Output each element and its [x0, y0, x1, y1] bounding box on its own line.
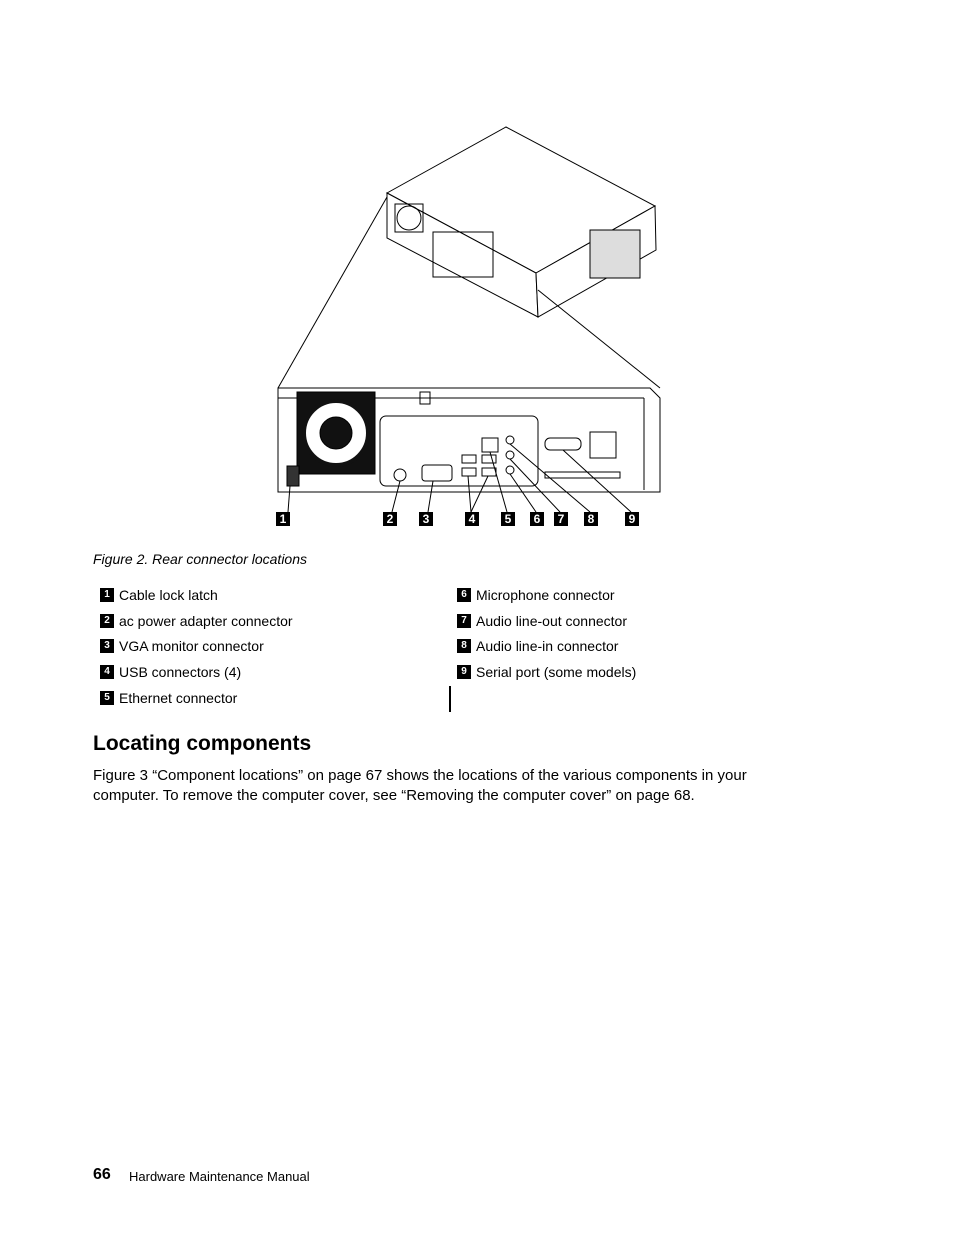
legend-number: 7 — [457, 614, 471, 628]
legend-item — [100, 637, 264, 655]
legend-label: Cable lock latch — [119, 587, 218, 603]
legend-label: Audio line-in connector — [476, 638, 619, 654]
figure-caption: Figure 2. Rear connector locations — [93, 551, 307, 567]
legend-label: Ethernet connector — [119, 690, 238, 706]
callout-7: 7 — [554, 512, 568, 526]
legend-item — [457, 586, 615, 604]
callout-3: 3 — [419, 512, 433, 526]
legend-number: 6 — [457, 588, 471, 602]
callout-8: 8 — [584, 512, 598, 526]
legend-item — [100, 689, 237, 707]
callout-4: 4 — [465, 512, 479, 526]
page-number: 66 — [93, 1166, 111, 1183]
legend-label: ac power adapter connector — [119, 613, 293, 629]
legend-label: Audio line-out connector — [476, 613, 627, 629]
legend-label: USB connectors (4) — [119, 664, 242, 680]
rear-connector-figure — [270, 120, 670, 540]
callout-5: 5 — [501, 512, 515, 526]
legend-number: 4 — [100, 665, 114, 679]
legend-item — [100, 586, 218, 604]
callout-1: 1 — [276, 512, 290, 526]
legend-number: 8 — [457, 639, 471, 653]
callout-9: 9 — [625, 512, 639, 526]
section-heading: Locating components — [93, 732, 312, 755]
legend-label: Serial port (some models) — [476, 664, 637, 680]
legend-number: 5 — [100, 691, 114, 705]
computer-rear-illustration — [270, 120, 670, 540]
legend-number: 1 — [100, 588, 114, 602]
callout-6: 6 — [530, 512, 544, 526]
legend-item — [457, 663, 636, 681]
change-bar — [449, 686, 451, 712]
legend-item — [457, 612, 627, 630]
legend-item — [100, 663, 241, 681]
callout-2: 2 — [383, 512, 397, 526]
legend-number: 3 — [100, 639, 114, 653]
legend-number: 9 — [457, 665, 471, 679]
legend-item — [457, 637, 618, 655]
legend-label: VGA monitor connector — [119, 638, 264, 654]
legend-number: 2 — [100, 614, 114, 628]
legend-item — [100, 612, 293, 630]
section-paragraph: Figure 3 “Component locations” on page 67 shows the locations of the various components in your computer. To remove the computer cover, see “Removing the computer cover” on page 68. — [93, 767, 747, 804]
footer-title: Hardware Maintenance Manual — [129, 1169, 310, 1184]
legend-label: Microphone connector — [476, 587, 615, 603]
